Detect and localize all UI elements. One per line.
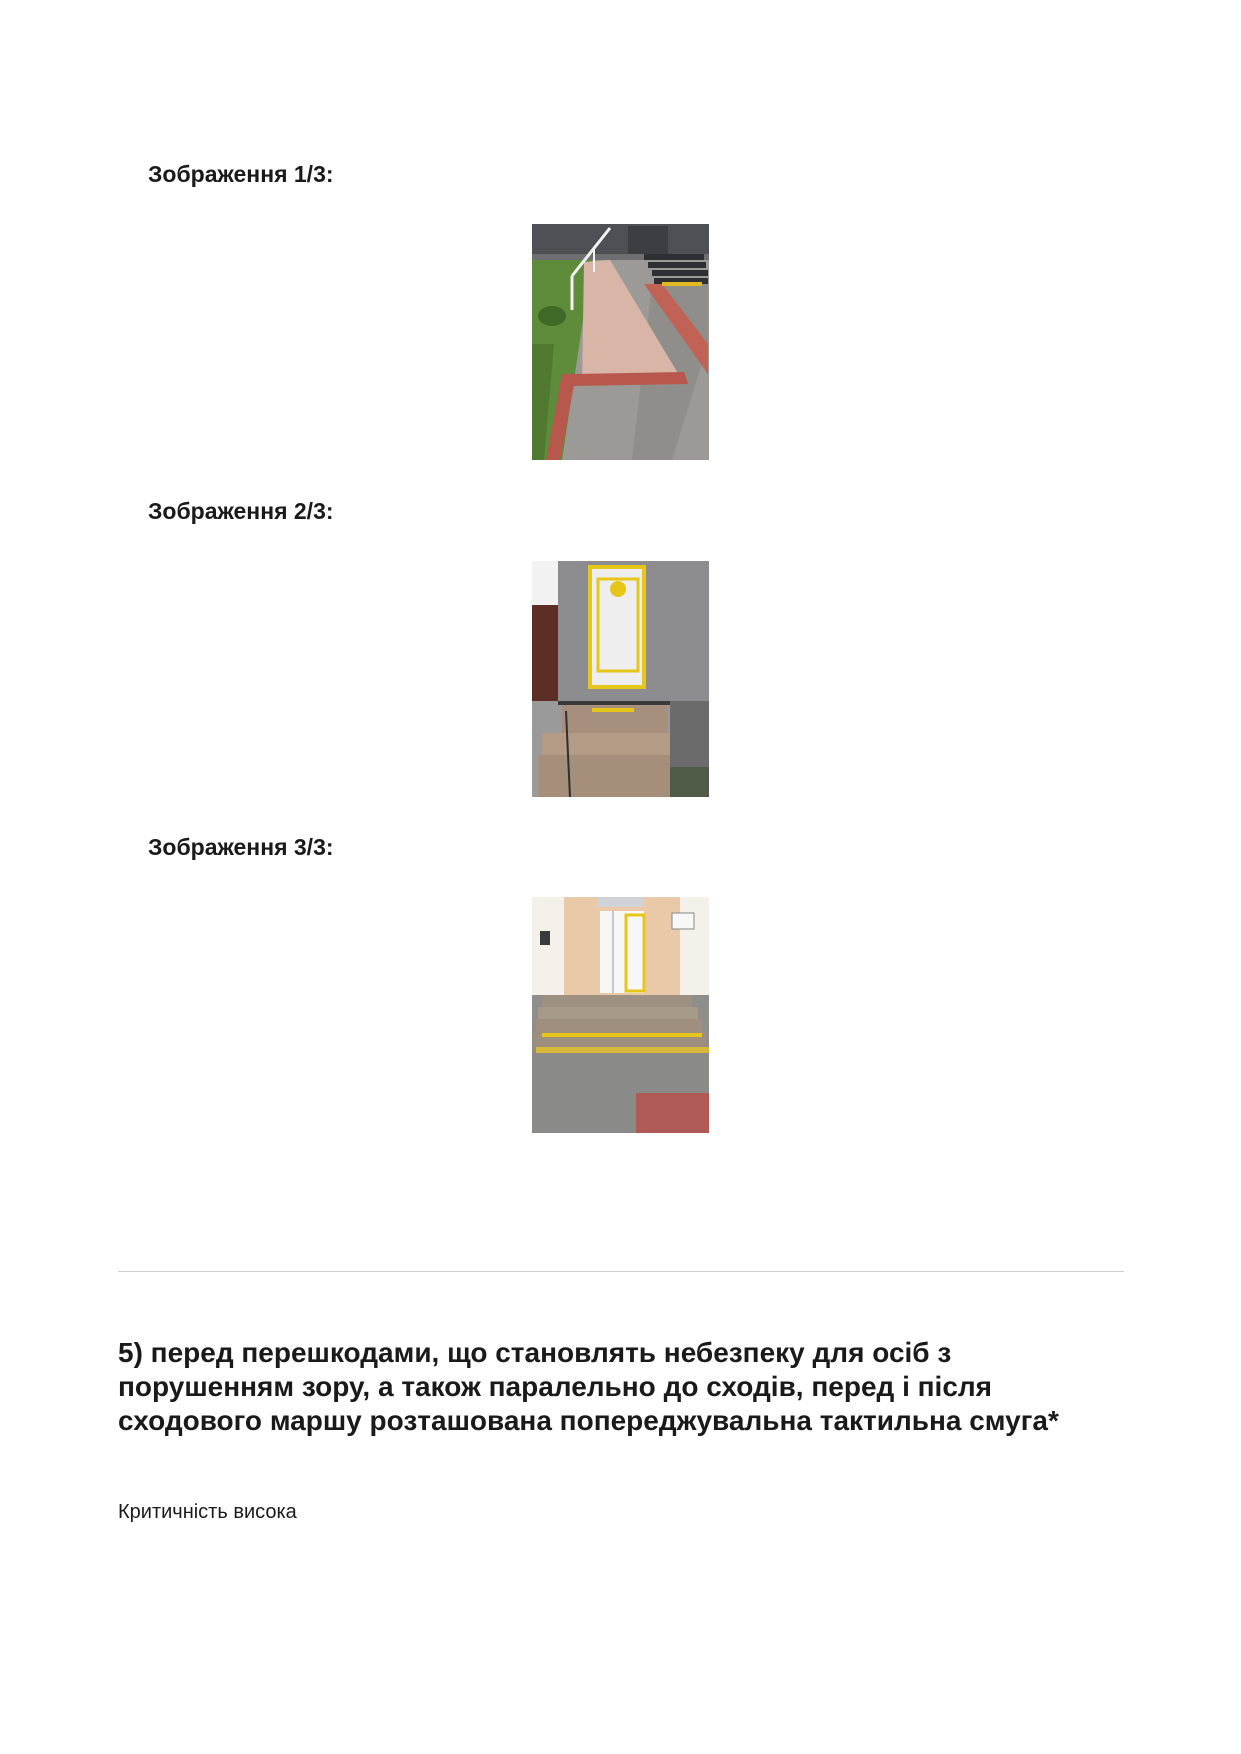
image-caption-1: Зображення 1/3:	[148, 161, 334, 187]
image-caption-3: Зображення 3/3:	[148, 834, 334, 860]
door-photo	[532, 561, 709, 797]
ramp-photo	[532, 224, 709, 460]
section-heading: 5) перед перешкодами, що становлять небезпеку для осіб з порушенням зору, а також паралельно до сходів, перед і після сходового маршу розташована попереджувальна тактильна смуга*	[118, 1337, 1059, 1436]
entrance-photo	[532, 897, 709, 1133]
section-divider	[118, 1271, 1124, 1272]
criticality-label: Критичність висока	[118, 1501, 297, 1523]
image-caption-2: Зображення 2/3:	[148, 498, 334, 524]
